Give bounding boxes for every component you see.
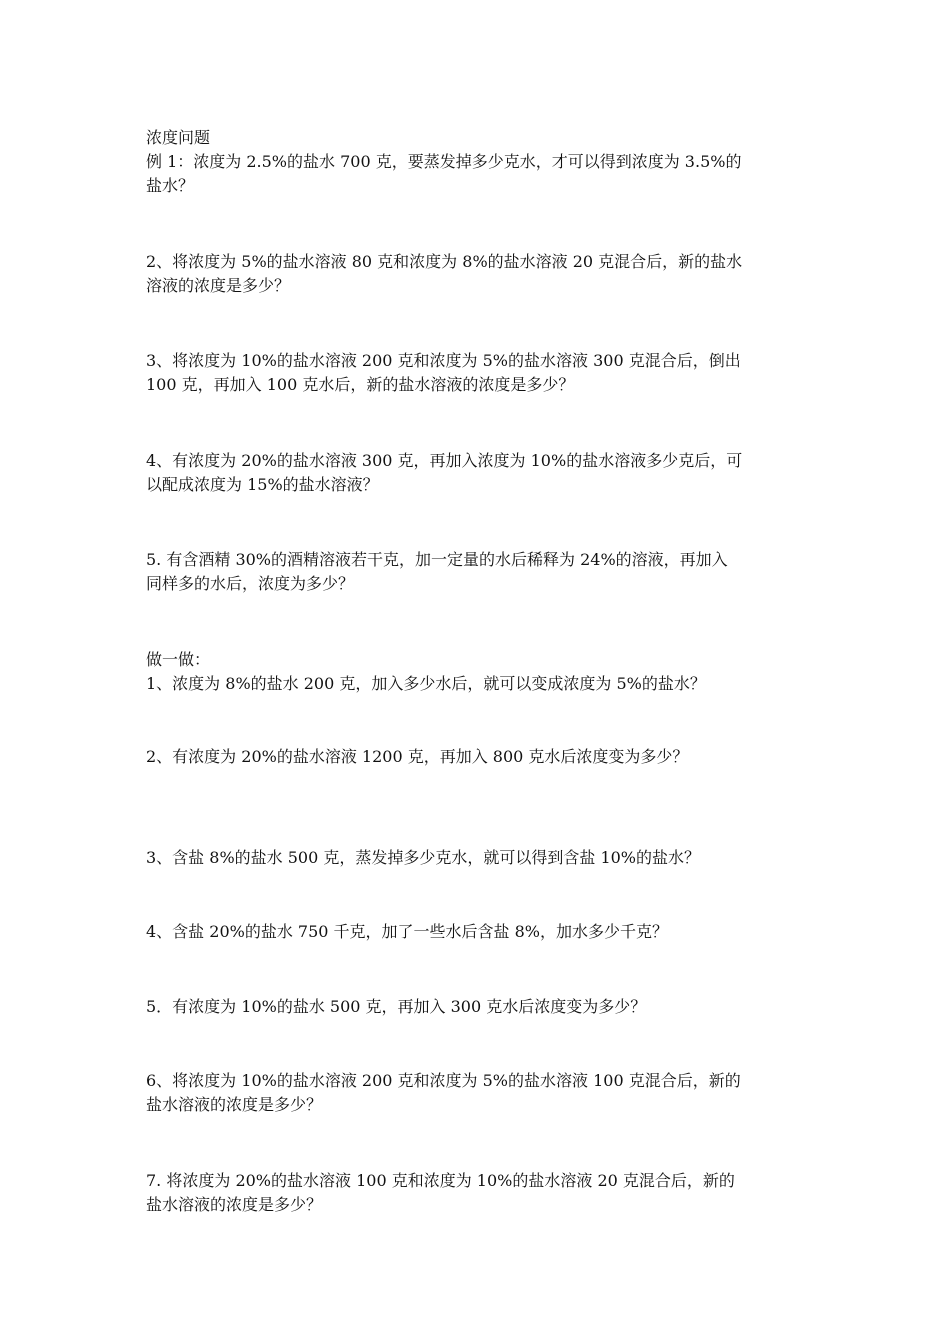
practice-line: 盐水溶液的浓度是多少？ [146,1095,323,1114]
practice-line: 1、浓度为 8%的盐水 200 克，加入多少水后，就可以变成浓度为 5%的盐水？ [146,674,706,693]
example-line: 例 1：浓度为 2.5%的盐水 700 克，要蒸发掉多少克水，才可以得到浓度为 3.5%的 [146,152,742,171]
example-line: 100 克，再加入 100 克水后，新的盐水溶液的浓度是多少？ [146,375,575,394]
example-line: 3、将浓度为 10%的盐水溶液 200 克和浓度为 5%的盐水溶液 300 克混合后，倒出 [146,351,741,370]
practice-heading: 做一做： [146,650,211,669]
example-line: 溶液的浓度是多少？ [146,276,291,295]
example-line: 2、将浓度为 5%的盐水溶液 80 克和浓度为 8%的盐水溶液 20 克混合后，新的盐水 [146,252,743,271]
practice-line: 3、含盐 8%的盐水 500 克，蒸发掉多少克水，就可以得到含盐 10%的盐水？ [146,848,701,867]
practice-line: 6、将浓度为 10%的盐水溶液 200 克和浓度为 5%的盐水溶液 100 克混合后，新的 [146,1071,741,1090]
practice-line: 盐水溶液的浓度是多少？ [146,1195,323,1214]
example-line: 5. 有含酒精 30%的酒精溶液若干克，加一定量的水后稀释为 24%的溶液，再加入 [146,550,728,569]
practice-line: 4、含盐 20%的盐水 750 千克，加了一些水后含盐 8%，加水多少千克？ [146,922,669,941]
example-line: 同样多的水后，浓度为多少？ [146,574,355,593]
practice-line: 5．有浓度为 10%的盐水 500 克，再加入 300 克水后浓度变为多少？ [146,997,647,1016]
practice-line: 7. 将浓度为 20%的盐水溶液 100 克和浓度为 10%的盐水溶液 20 克混合后，新的 [146,1171,735,1190]
page-title: 浓度问题 [146,128,211,147]
example-line: 以配成浓度为 15%的盐水溶液？ [146,475,379,494]
example-line: 4、有浓度为 20%的盐水溶液 300 克，再加入浓度为 10%的盐水溶液多少克后，可 [146,451,743,470]
example-line: 盐水？ [146,176,195,195]
practice-line: 2、有浓度为 20%的盐水溶液 1200 克，再加入 800 克水后浓度变为多少？ [146,747,689,766]
